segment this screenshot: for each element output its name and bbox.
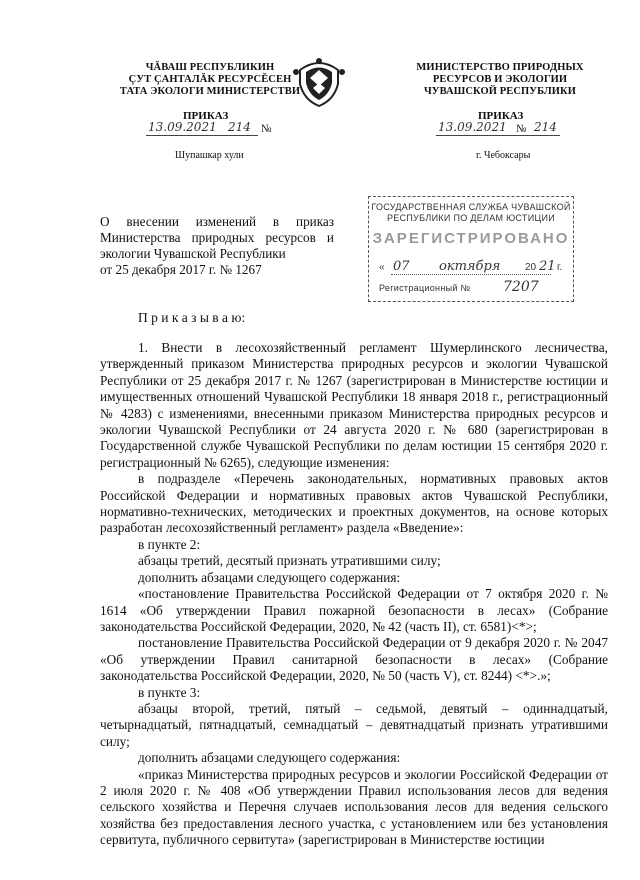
stamp-reg-row <box>379 279 569 297</box>
title-line-3: экологии Чувашской Республики <box>100 246 286 261</box>
stamp-line-1: ГОСУДАРСТВЕННАЯ СЛУЖБА ЧУВАШСКОЙ <box>371 202 571 212</box>
header-left-line2: ÇУТ ÇАНТАЛĂК РЕСУРСĔСЕН <box>128 74 292 85</box>
body-paragraph: в подразделе «Перечень законодательных, нормативных правовых актов Российской Федерации и нормативных правовых актов Чувашской Республики, нормативно-технических, методических и проектных документов, на основе которых разработан лесохозяйственный регламент» раздела «Введение»: <box>100 471 608 536</box>
stamp-line-2: РЕСПУБЛИКИ ПО ДЕЛАМ ЮСТИЦИИ <box>386 213 555 223</box>
header-left-number-sign: № <box>261 123 272 135</box>
header-right-date: 13.09.2021 <box>438 120 507 134</box>
header-right-date-number <box>438 120 588 136</box>
header-right-line1: МИНИСТЕРСТВО ПРИРОДНЫХ <box>416 62 584 73</box>
header-left-number: 214 <box>228 120 251 134</box>
body-paragraph: в пункте 3: <box>138 684 201 700</box>
stamp-date-day: 07 <box>393 259 410 274</box>
header-right-line2: РЕСУРСОВ И ЭКОЛОГИИ <box>432 74 568 85</box>
title-line-1: О внесении изменений в приказ <box>100 214 334 229</box>
title-line-4: от 25 декабря 2017 г. № 1267 <box>100 262 262 277</box>
stamp-reg-number: 7207 <box>503 279 539 295</box>
header-right-prikaz: ПРИКАЗ <box>478 110 524 122</box>
document-body <box>100 340 608 849</box>
header-left-line3: ТАТА ЭКОЛОГИ МИНИСТЕРСТВИ <box>119 86 301 97</box>
body-paragraph: «приказ Министерства природных ресурсов и экологии Российской Федерации от 2 июля 2020 г. № 408 «Об утверждении Правил использования лесов для ведения сельского хозяйства и Перечня случаев использования лесов для ведения сельского хозяйства без предоставления лесного участка, с установлением или без установления сервитута, публичного сервитута» (зарегистрирован в Министерстве юстиции <box>100 766 608 848</box>
header-left-prikaz: ПРИКАЗ <box>183 110 229 122</box>
header-right-number: 214 <box>534 120 557 134</box>
document-title <box>100 214 334 278</box>
header-left <box>100 62 320 98</box>
stamp-date-year-prefix: 20 <box>525 262 537 273</box>
stamp-date-month: октября <box>439 259 501 274</box>
stamp-date-line <box>391 274 551 275</box>
header-right-line3: ЧУВАШСКОЙ РЕСПУБЛИКИ <box>423 86 577 97</box>
stamp-date-suffix: г. <box>557 262 563 273</box>
stamp-date-year: 21 <box>539 259 556 274</box>
header-right-city: г. Чебоксары <box>476 150 531 161</box>
coat-of-arms-emblem <box>290 56 348 108</box>
header-right-underline <box>436 135 560 136</box>
body-paragraph: в пункте 2: <box>138 536 201 552</box>
body-paragraph: «постановление Правительства Российской Федерации от 7 октября 2020 г. № 1614 «Об утверждении Правил пожарной безопасности в лесах» (Собрание законодательства Российской Федерации, 2020, № 42 (часть II), ст. 6581)<*>; <box>100 586 608 634</box>
body-paragraph: дополнить абзацами следующего содержания: <box>138 750 401 766</box>
header-right-number-sign: № <box>516 123 527 135</box>
body-paragraph: 1. Внести в лесохозяйственный регламент Шумерлинского лесничества, утвержденный приказом Министерства природных ресурсов и экологии Чувашской Республики от 25 декабря 2017 г. № 1267 (зарегистрирован в Министерстве юстиции и имущественных отношений Чувашской Республики 18 января 2018 г., регистрационный № 4283) с изменениями, внесенными приказом Министерства природных ресурсов и экологии Чувашской Республики от 24 августа 2020 г. № 680 (зарегистрирован в Государственной службе Чувашской Республики по делам юстиции 15 сентября 2020 г. регистрационный № 6265), следующие изменения: <box>100 340 608 470</box>
registration-stamp <box>368 196 574 302</box>
body-paragraph: дополнить абзацами следующего содержания: <box>138 569 401 585</box>
header-left-line1: ЧĂВАШ РЕСПУБЛИКИН <box>145 62 275 73</box>
body-paragraph: постановление Правительства Российской Федерации от 9 декабря 2020 г. № 2047 «Об утверждении Правил санитарной безопасности в лесах» (Собрание законодательства Российской Федерации, 2020, № 50 (часть V), ст. 8244) <*>.»; <box>100 635 608 684</box>
stamp-registered-text: ЗАРЕГИСТРИРОВАНО <box>372 230 570 247</box>
stamp-date-quote: « <box>379 262 385 273</box>
order-word: П р и к а з ы в а ю: <box>138 310 246 325</box>
stamp-reg-label: Регистрационный № <box>379 283 471 293</box>
header-left-underline <box>146 135 258 136</box>
body-paragraph: абзацы второй, третий, пятый – седьмой, девятый – одиннадцатый, четырнадцатый, пятнадцатый, семнадцатый – девятнадцатый признать утратившими силу; <box>100 700 608 749</box>
body-paragraph: абзацы третий, десятый признать утратившими силу; <box>138 553 441 569</box>
header-right <box>400 62 600 98</box>
header-left-date-number <box>148 120 288 136</box>
header-left-date: 13.09.2021 <box>148 120 217 134</box>
header-left-city: Шупашкар хули <box>175 150 244 161</box>
title-line-2: Министерства природных ресурсов и <box>100 230 334 245</box>
